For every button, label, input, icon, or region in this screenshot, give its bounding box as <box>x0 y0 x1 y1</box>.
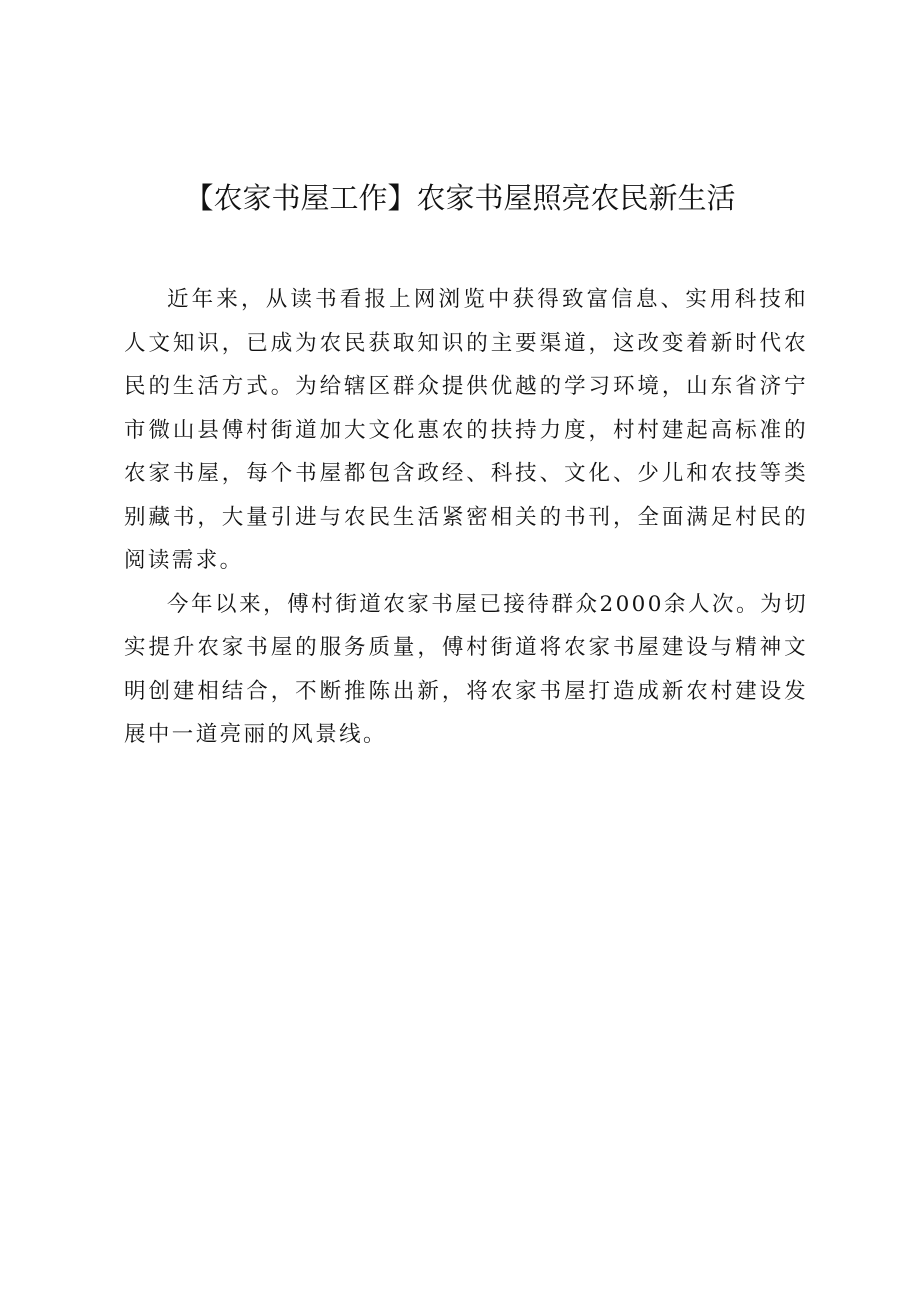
document-body <box>124 278 808 757</box>
paragraph-1: 近年来，从读书看报上网浏览中获得致富信息、实用科技和人文知识，已成为农民获取知识的主要渠道，这改变着新时代农民的生活方式。为给辖区群众提供优越的学习环境，山东省济宁市微山县傅村街道加大文化惠农的扶持力度，村村建起高标准的农家书屋，每个书屋都包含政经、科技、文化、少儿和农技等类别藏书，大量引进与农民生活紧密相关的书刊，全面满足村民的阅读需求。 <box>124 287 808 573</box>
paragraph-2: 今年以来，傅村街道农家书屋已接待群众2000余人次。为切实提升农家书屋的服务质量，傅村街道将农家书屋建设与精神文明创建相结合，不断推陈出新，将农家书屋打造成新农村建设发展中一道亮丽的风景线。 <box>124 591 808 747</box>
document-title: 【农家书屋工作】农家书屋照亮农民新生活 <box>184 181 736 215</box>
